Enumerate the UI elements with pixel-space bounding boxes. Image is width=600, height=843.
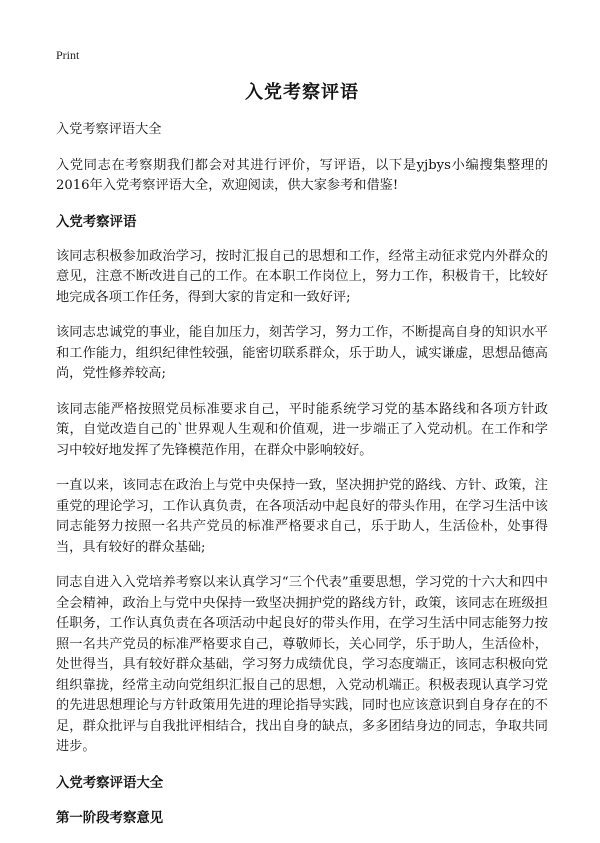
section-heading: 入党考察评语 <box>56 213 137 230</box>
evaluation-paragraph: 一直以来，该同志在政治上与党中央保持一致，坚决拥护党的路线、方针、政策，注重党的理论学习，工作认真负责，在各项活动中起良好的带头作用，在学习生活中该同志能努力按照一名共产党员的标准严格要求自己，乐于助人，生活俭朴，处事得当，具有较好的群众基础; <box>56 478 548 555</box>
page-title: 入党考察评语 <box>245 82 359 103</box>
section-heading: 入党考察评语大全 <box>56 774 164 791</box>
print-link[interactable]: Print <box>56 48 80 62</box>
article-subtitle: 入党考察评语大全 <box>56 122 162 137</box>
evaluation-paragraph: 该同志能严格按照党员标准要求自己，平时能系统学习党的基本路线和各项方针政策，自觉改造自己的`世界观人生观和价值观，进一步端正了入党动机。在工作和学习中较好地发挥了先锋模范作用，在群众中影响较好。 <box>56 401 548 458</box>
intro-paragraph: 入党同志在考察期我们都会对其进行评价，写评语，以下是yjbys小编搜集整理的2016年入党考察评语大全，欢迎阅读，供大家参考和借鉴! <box>56 157 548 193</box>
evaluation-paragraph: 该同志忠诚党的事业，能自加压力，刻苦学习，努力工作，不断提高自身的知识水平和工作能力，组织纪律性较强，能密切联系群众，乐于助人，诚实谦虚，思想品德高尚，党性修养较高; <box>56 325 548 381</box>
evaluation-paragraph: 同志自进入入党培养考察以来认真学习“三个代表”重要思想，学习党的十六大和四中全会精神，政治上与党中央保持一致坚决拥护党的路线方针，政策，该同志在班级担任职务，工作认真负责在各项活动中起良好的带头作用，在学习生活中同志能努力按照一名共产党员的标准严格要求自己，尊敬师长，关心同学，乐于助人，生活俭朴，处世得当，具有较好群众基础，学习努力成绩优良，学习态度端正，该同志积极向党组织靠拢，经常主动向党组织汇报自己的思想，入党动机端正。积极表现认真学习党的先进思想理论与方针政策用先进的理论指导实践，同时也应该意识到自身存在的不足，群众批评与自我批评相结合，找出自身的缺点，多多团结身边的同志，争取共同进步。 <box>56 575 548 754</box>
evaluation-paragraph: 该同志积极参加政治学习，按时汇报自己的思想和工作，经常主动征求党内外群众的意见，注意不断改进自己的工作。在本职工作岗位上，努力工作，积极肯干，比较好地完成各项工作任务，得到大家的肯定和一致好评; <box>56 248 548 305</box>
article <box>56 78 548 843</box>
section-heading: 第一阶段考察意见 <box>56 809 164 826</box>
